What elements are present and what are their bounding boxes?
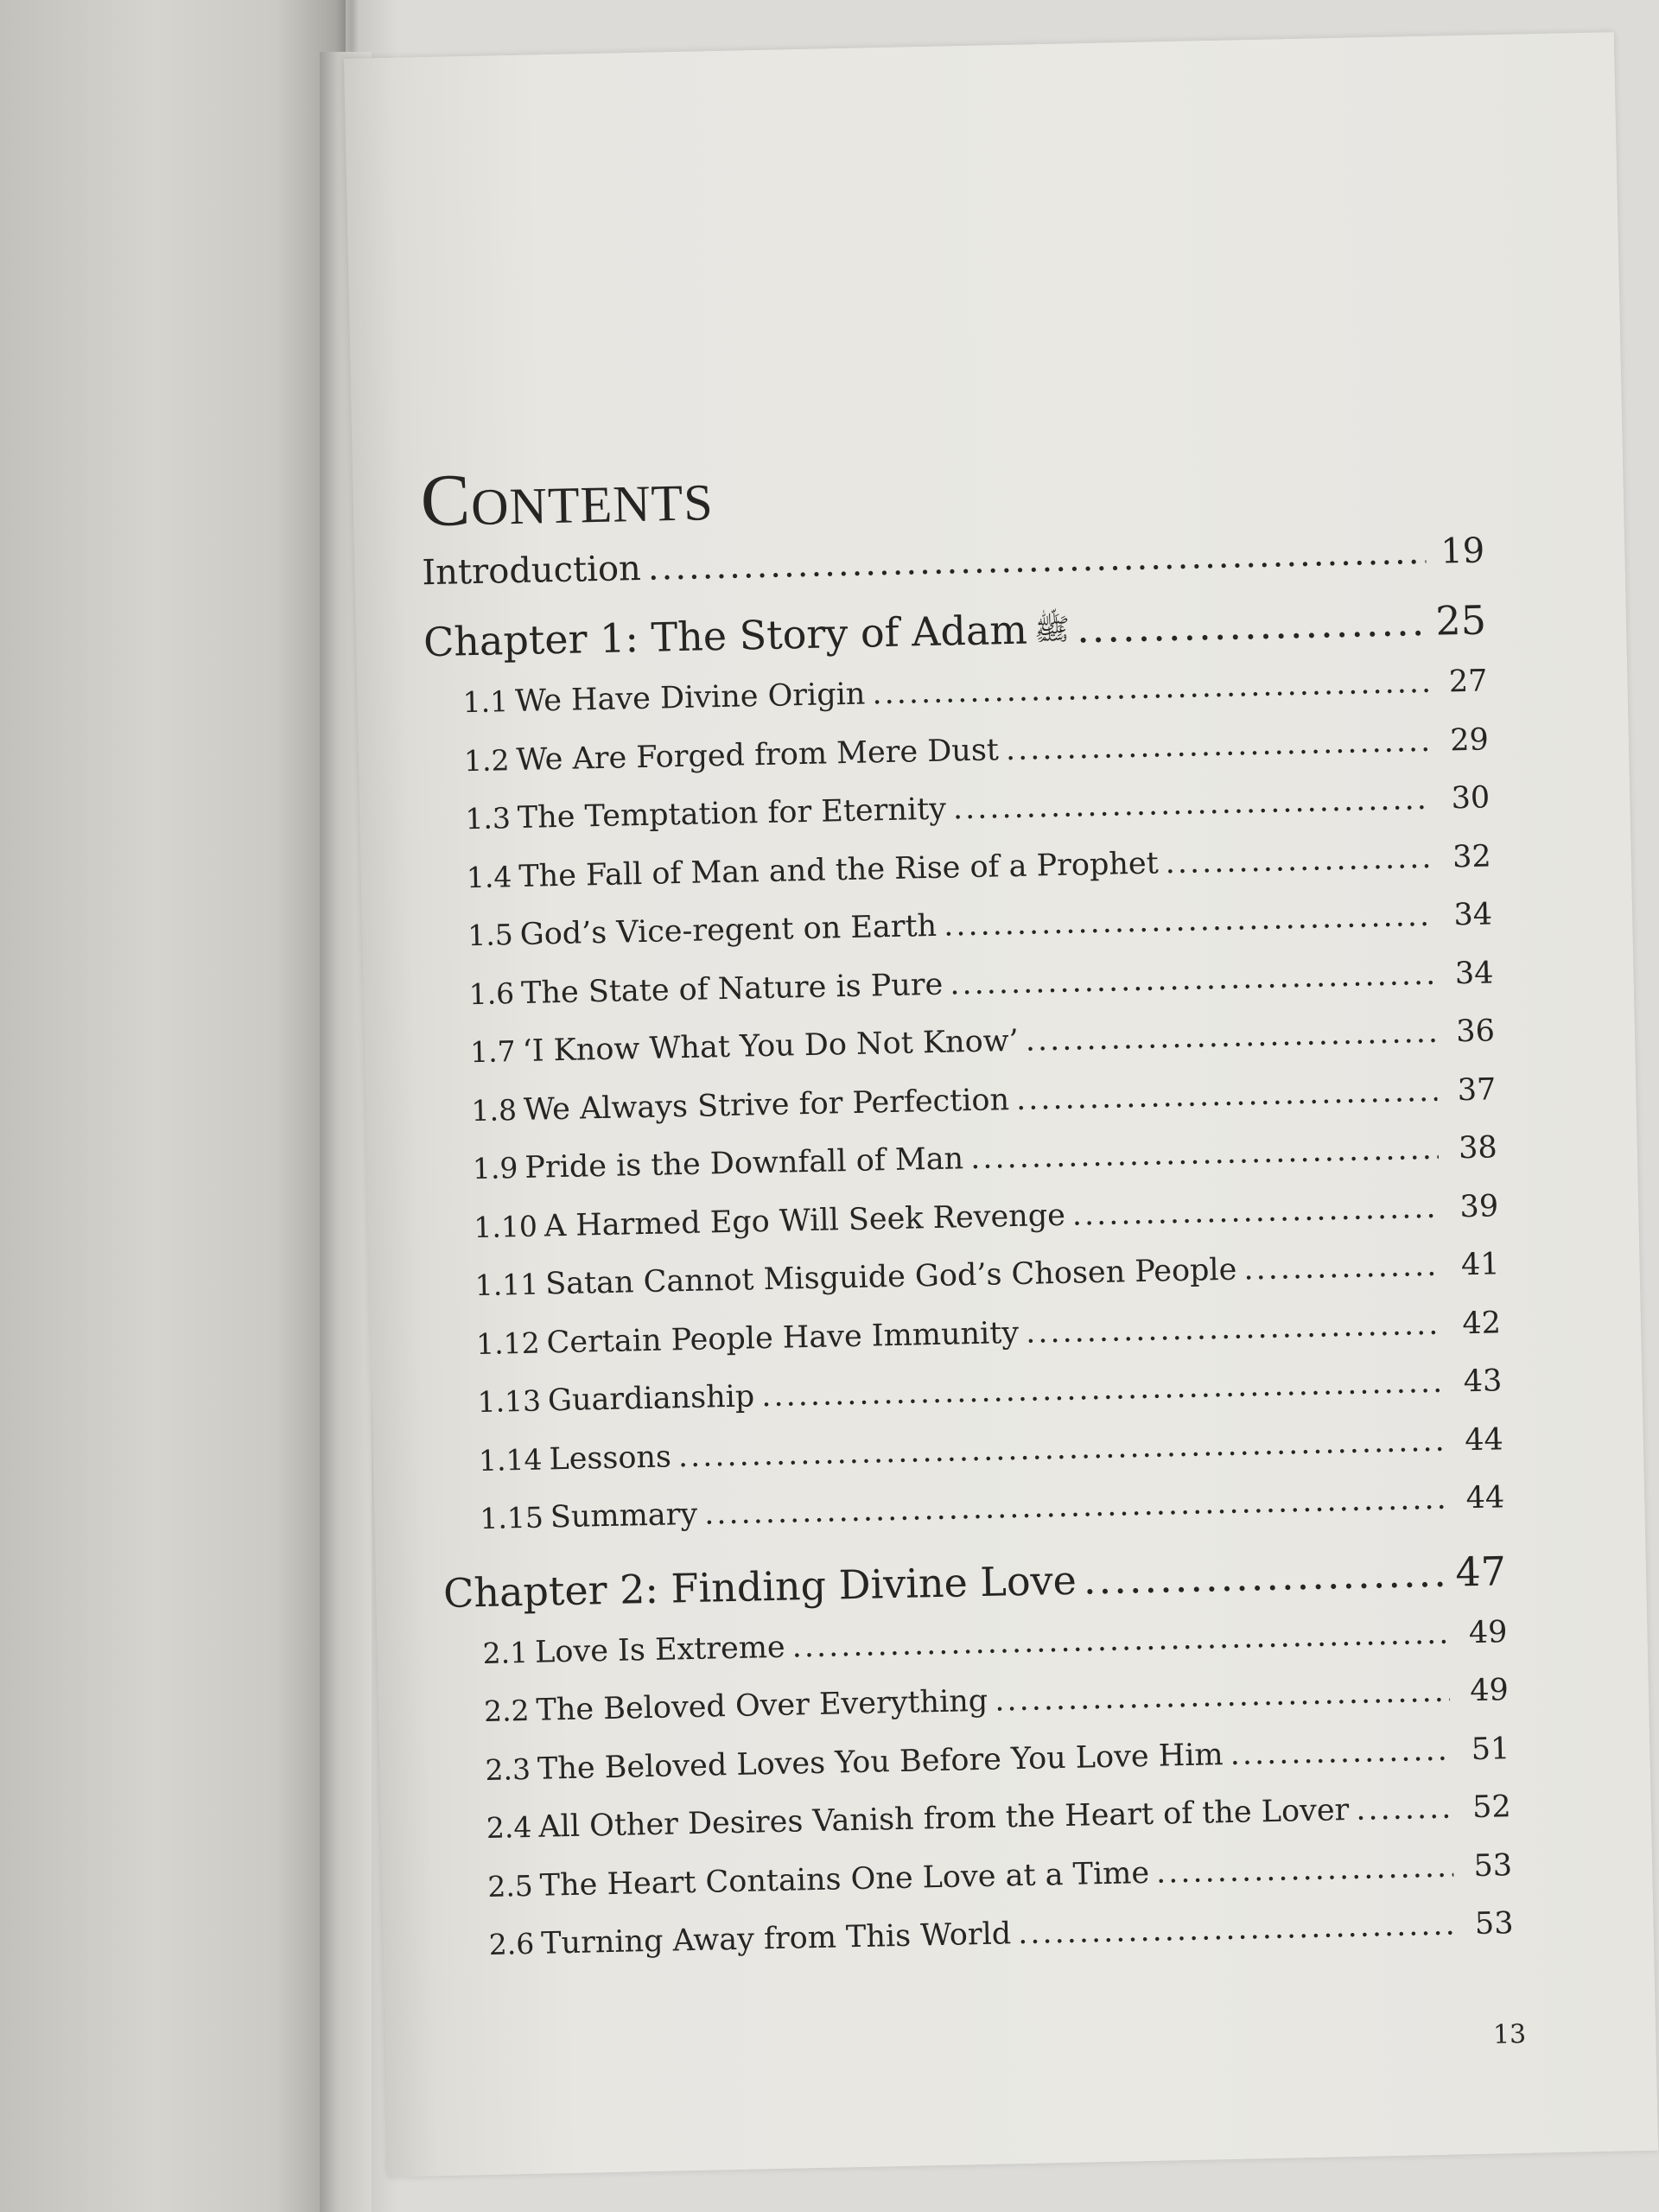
- entry-label: All Other Desires Vanish from the Heart of the Lover: [537, 1793, 1350, 1845]
- section-number: 1.8: [471, 1092, 518, 1128]
- entry-label: Summary: [550, 1497, 698, 1535]
- section-number: 1.4: [466, 859, 512, 894]
- section-number: 1.14: [478, 1442, 543, 1478]
- section-number: 2.2: [483, 1693, 530, 1729]
- entry-label: The State of Nature is Pure: [520, 967, 944, 1011]
- entry-label: Turning Away from This World: [540, 1916, 1012, 1961]
- entry-page: 30: [1451, 780, 1491, 817]
- entry-page: 47: [1454, 1547, 1507, 1595]
- entry-page: 53: [1474, 1906, 1514, 1942]
- entry-page: 29: [1449, 721, 1490, 758]
- dot-leader: [1156, 1849, 1454, 1890]
- book-page: [344, 32, 1658, 2177]
- section-number: 1.5: [467, 918, 514, 953]
- section-number: 1.6: [468, 976, 515, 1011]
- section-number: 2.4: [486, 1809, 532, 1845]
- section-number: 1.15: [480, 1500, 544, 1536]
- entry-label: Certain People Have Immunity: [546, 1315, 1020, 1360]
- entry-label: The Beloved Over Everything: [536, 1683, 988, 1728]
- entry-page: 44: [1464, 1421, 1504, 1458]
- section-number: 2.6: [488, 1926, 535, 1961]
- section-number: 1.12: [475, 1325, 541, 1361]
- left-page: [0, 0, 346, 2212]
- dot-leader: [1356, 1791, 1452, 1827]
- entry-page: 32: [1452, 838, 1492, 874]
- entry-label: Lessons: [549, 1439, 672, 1477]
- dot-leader: [1076, 598, 1427, 652]
- entry-page: 38: [1458, 1130, 1498, 1166]
- entry-page: 27: [1448, 664, 1488, 700]
- entry-label: A Harmed Ego Will Seek Revenge: [543, 1198, 1066, 1243]
- entry-page: 34: [1454, 955, 1494, 991]
- table-of-contents: [420, 442, 1515, 1987]
- section-number: 1.7: [469, 1034, 516, 1070]
- entry-label: The Beloved Loves You Before You Love Him: [537, 1737, 1224, 1787]
- entry-label: Introduction: [422, 548, 642, 594]
- section-number: 1.9: [472, 1151, 518, 1186]
- dot-leader: [1230, 1732, 1452, 1771]
- entry-label: Chapter 1: The Story of Adam: [423, 606, 1028, 666]
- section-number: 2.3: [485, 1751, 531, 1787]
- entry-page: 49: [1468, 1614, 1508, 1650]
- entry-label: Chapter 2: Finding Divine Love: [442, 1556, 1077, 1617]
- entry-label: We Always Strive for Perfection: [523, 1082, 1010, 1128]
- page-number: 13: [1492, 2018, 1527, 2050]
- entry-page: 19: [1440, 531, 1485, 572]
- dot-leader: [1165, 840, 1433, 880]
- dot-leader: [1083, 1548, 1447, 1603]
- entry-page: 25: [1434, 596, 1487, 645]
- entry-label: God’s Vice-regent on Earth: [519, 908, 938, 952]
- section-number: 2.5: [486, 1868, 534, 1904]
- section-number: 1.11: [474, 1267, 539, 1303]
- dot-leader: [1071, 1190, 1440, 1232]
- entry-label: The Heart Contains One Love at a Time: [539, 1855, 1150, 1904]
- section-number: 1.10: [473, 1209, 538, 1244]
- entry-label: The Fall of Man and the Rise of a Prophet: [518, 845, 1160, 894]
- entry-page: 51: [1471, 1731, 1510, 1767]
- entry-page: 52: [1471, 1789, 1512, 1826]
- entry-page: 34: [1453, 897, 1493, 933]
- entry-page: 44: [1465, 1480, 1505, 1516]
- entry-page: 53: [1473, 1847, 1513, 1884]
- entry-label: We Have Divine Origin: [514, 677, 866, 720]
- entry-label: The Temptation for Eternity: [517, 791, 947, 836]
- entry-label: Pride is the Downfall of Man: [524, 1141, 964, 1185]
- entry-page: 49: [1469, 1673, 1510, 1709]
- entry-label: Guardianship: [547, 1379, 755, 1419]
- entry-page: 37: [1457, 1071, 1497, 1108]
- section-number: 2.1: [482, 1635, 529, 1670]
- entry-page: 36: [1455, 1014, 1496, 1050]
- section-number: 1.13: [477, 1383, 542, 1420]
- section-number: 1.1: [462, 684, 509, 720]
- entry-page: 42: [1461, 1305, 1502, 1341]
- entry-label: Satan Cannot Misguide God’s Chosen People: [544, 1252, 1237, 1302]
- entry-label: We Are Forged from Mere Dust: [516, 732, 1000, 778]
- section-number: 1.3: [465, 801, 512, 836]
- entry-page: 41: [1460, 1247, 1500, 1283]
- entry-label: ‘I Know What You Do Not Know’: [522, 1023, 1020, 1069]
- section-number: 1.2: [463, 742, 510, 778]
- honorific-glyph-icon: ﷺ: [1033, 612, 1071, 647]
- page-title: Contents: [419, 453, 715, 543]
- toc-entry-introduction: [422, 531, 1485, 610]
- dot-leader: [647, 532, 1426, 588]
- dot-leader: [1025, 1015, 1436, 1058]
- entry-page: 39: [1459, 1188, 1499, 1224]
- entry-label: Love Is Extreme: [534, 1630, 786, 1670]
- dot-leader: [1243, 1249, 1441, 1287]
- entry-page: 43: [1463, 1363, 1503, 1400]
